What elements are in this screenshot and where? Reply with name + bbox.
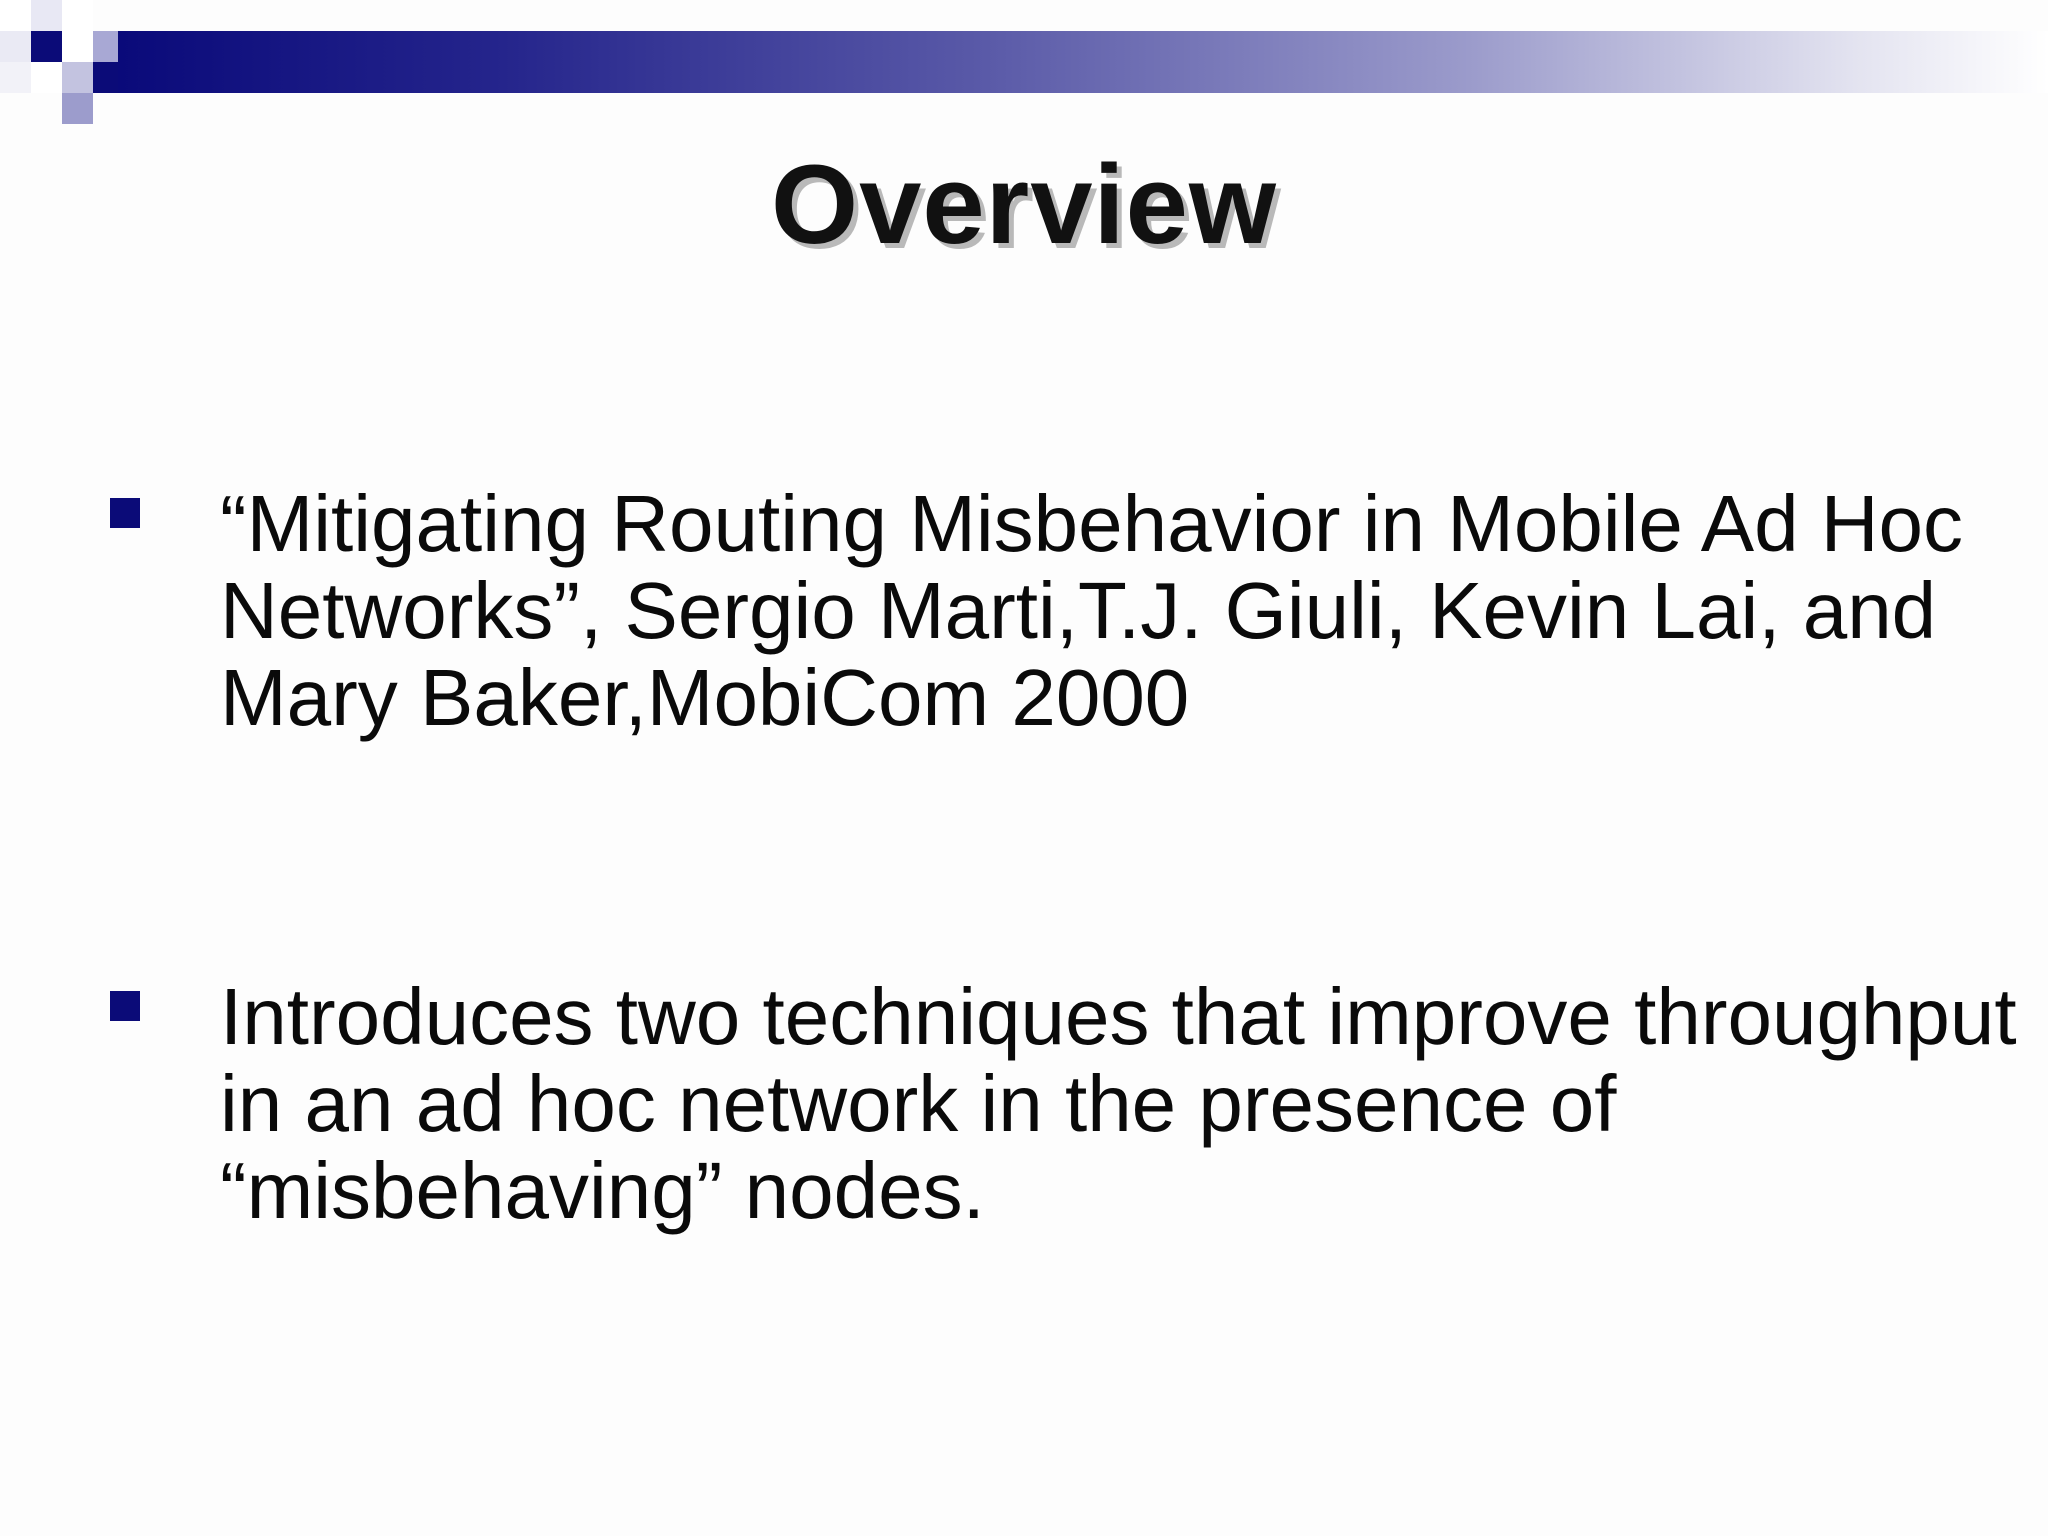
bullet-text: Introduces two techniques that improve throughput in an ad hoc network in the presence of “misbehaving” nodes. <box>220 972 2017 1235</box>
slide-title: Overview <box>770 142 1278 267</box>
bullet-text: “Mitigating Routing Misbehavior in Mobile Ad Hoc Networks”, Sergio Marti,T.J. Giuli, Kevin Lai, and Mary Baker,MobiCom 2000 <box>220 479 1964 742</box>
square-bullet-icon <box>110 498 140 528</box>
square-bullet-icon <box>110 991 140 1021</box>
